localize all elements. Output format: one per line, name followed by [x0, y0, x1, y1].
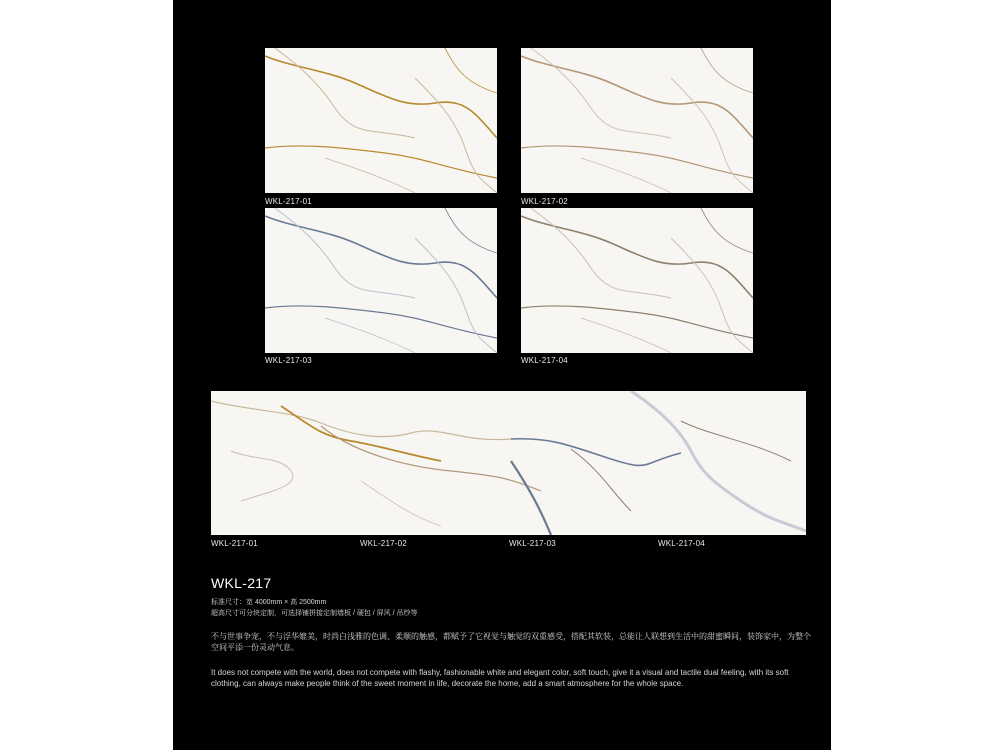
swatch-label-03: WKL-217-03: [265, 356, 312, 365]
description-english: It does not compete with the world, does not compete with flashy, fashionable white and elegant color, soft touch, give it a visual and tactile dual feeling, with its soft clothing, can always make people think of the sweet moment in life, decorate the home, add a smart atmosphere for the whole space.: [211, 668, 789, 688]
marble-vein: [445, 208, 497, 253]
marble-vein: [531, 48, 671, 138]
panorama-label-01: WKL-217-01: [211, 539, 258, 548]
marble-vein: [581, 158, 671, 193]
swatch-label-04: WKL-217-04: [521, 356, 568, 365]
marble-vein: [265, 146, 497, 178]
swatch-label-01: WKL-217-01: [265, 197, 312, 206]
swatch-label-02: WKL-217-02: [521, 197, 568, 206]
description-chinese: 不与世事争宠，不与浮华媲美，时尚白浅雅的色调、柔顺的触感，都赋予了它视觉与触觉的双重感受，搭配其软装，总能让人联想到生活中的甜蜜瞬间，装饰家中，为整个空间平添一份灵动气息。: [211, 632, 811, 652]
marble-vein: [521, 306, 753, 338]
marble-vein: [701, 208, 753, 253]
panorama-image: [211, 391, 806, 535]
panorama-label-04: WKL-217-04: [658, 539, 705, 548]
swatch-image-02: [521, 48, 753, 193]
swatch-image-01: [265, 48, 497, 193]
panorama-label-03: WKL-217-03: [509, 539, 556, 548]
marble-vein: [701, 48, 753, 93]
marble-vein: [521, 146, 753, 178]
custom-spec: 超高尺寸可分块定制，可选择铺拼接定制墙板 / 硬包 / 屏风 / 吊纱等: [211, 610, 418, 617]
marble-vein: [325, 158, 415, 193]
size-spec: 标准尺寸：宽 4000mm × 高 2500mm: [211, 599, 327, 606]
marble-vein: [325, 318, 415, 353]
marble-vein: [265, 306, 497, 338]
panorama-veins: [211, 391, 806, 535]
marble-vein: [531, 208, 671, 298]
product-title: WKL-217: [211, 575, 272, 591]
panorama-label-02: WKL-217-02: [360, 539, 407, 548]
swatch-image-03: [265, 208, 497, 353]
marble-vein: [275, 208, 415, 298]
marble-vein: [275, 48, 415, 138]
marble-vein: [445, 48, 497, 93]
marble-vein: [581, 318, 671, 353]
swatch-image-04: [521, 208, 753, 353]
